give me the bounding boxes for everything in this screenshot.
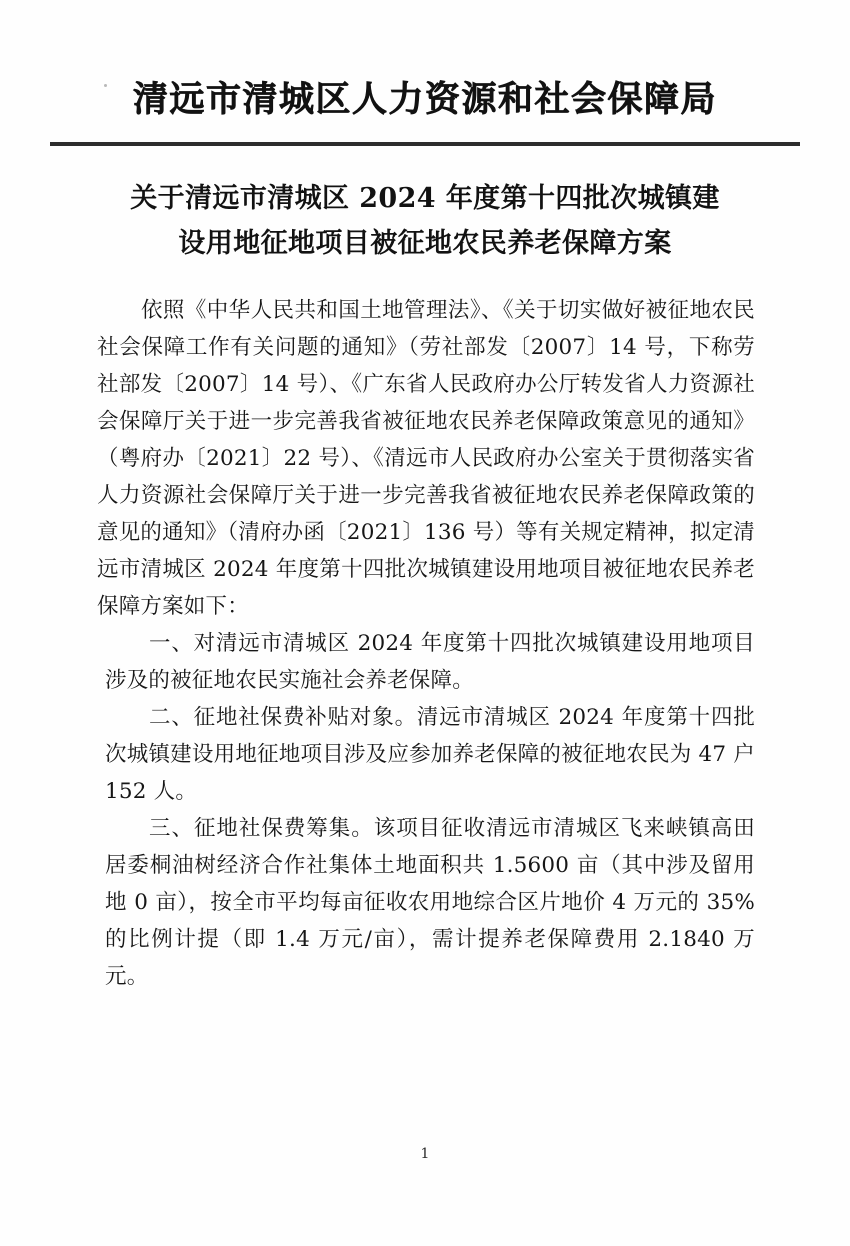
document-title-line-2: 设用地征地项目被征地农民养老保障方案 (178, 228, 672, 259)
issuing-authority-title: 清远市清城区人力资源和社会保障局 (132, 80, 717, 120)
masthead (0, 78, 850, 122)
page-number: 1 (420, 1146, 430, 1162)
paragraph-item-three: 三、征地社保费筹集。该项目征收清远市清城区飞来峡镇高田居委桐油树经济合作社集体土地面积共 1.5600 亩（其中涉及留用地 0 亩），按全市平均每亩征收农用地综合区片地价 4 万元的 35%的比例计提（即 1.4 万元/亩），需计提养老保障费用 2.1840 万元。 (105, 816, 755, 989)
document-title (95, 176, 755, 266)
paragraph-item-two: 二、征地社保费补贴对象。清远市清城区 2024 年度第十四批次城镇建设用地征地项目涉及应参加养老保障的被征地农民为 47 户 152 人。 (105, 705, 755, 804)
document-body (97, 292, 755, 995)
paragraph-preamble: 依照《中华人民共和国土地管理法》、《关于切实做好被征地农民社会保障工作有关问题的通知》（劳社部发〔2007〕14 号，下称劳社部发〔2007〕14 号）、《广东省人民政府办公厅转发省人力资源社会保障厅关于进一步完善我省被征地农民养老保障政策意见的通知》（粤府办〔2021〕22 号）、《清远市人民政府办公室关于贯彻落实省人力资源社会保障厅关于进一步完善我省被征地农民养老保障政策的意见的通知》（清府办函〔2021〕136 号）等有关规定精神，拟定清远市清城区 2024 年度第十四批次城镇建设用地项目被征地农民养老保障方案如下： (97, 298, 755, 619)
masthead-divider-rule (50, 142, 800, 146)
paragraph-item-one: 一、对清远市清城区 2024 年度第十四批次城镇建设用地项目涉及的被征地农民实施社会养老保障。 (105, 631, 755, 693)
document-title-line-1: 关于清远市清城区 2024 年度第十四批次城镇建 (130, 183, 720, 214)
